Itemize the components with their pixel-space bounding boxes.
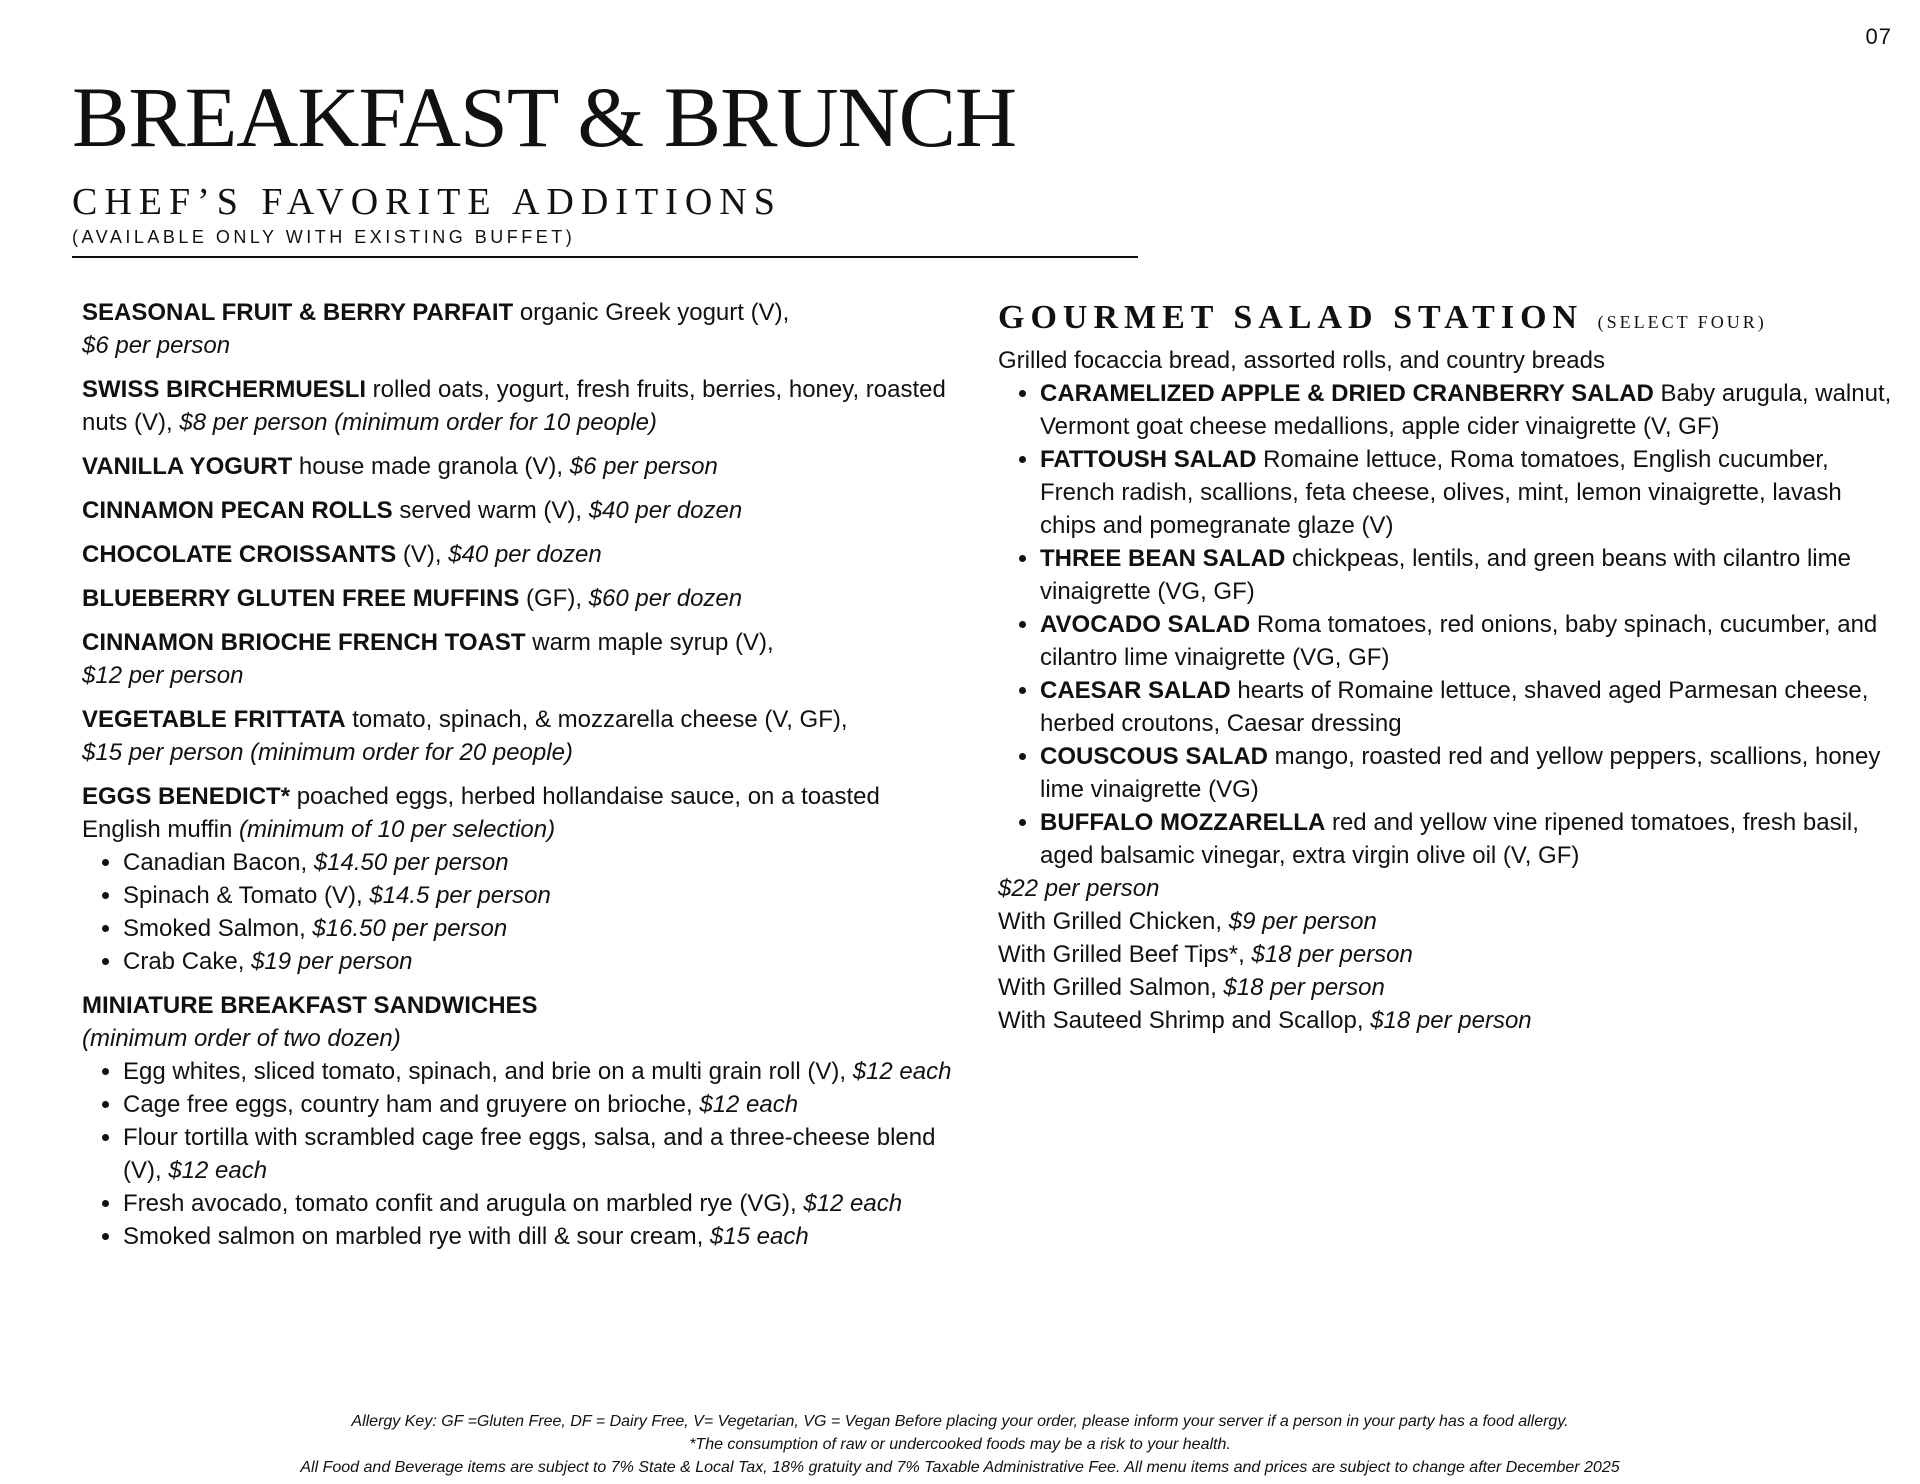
salad-option bbox=[1040, 674, 1898, 740]
item-name: VANILLA YOGURT bbox=[82, 453, 293, 480]
salad-description: mango, roasted red and yellow peppers, scallions, honey lime vinaigrette (VG) bbox=[1040, 743, 1881, 803]
item-name: VEGETABLE FRITTATA bbox=[82, 706, 346, 733]
item-description: tomato, spinach, & mozzarella cheese (V, GF), bbox=[345, 706, 848, 733]
salad-addon: With Sauteed Shrimp and Scallop, $18 per person bbox=[998, 1007, 1532, 1034]
menu-item bbox=[82, 538, 952, 571]
sandwich-options bbox=[82, 1055, 952, 1253]
item-price: $8 per person (minimum order for 10 people) bbox=[179, 409, 657, 436]
item-name: MINIATURE BREAKFAST SANDWICHES bbox=[82, 992, 538, 1019]
salad-option bbox=[1040, 542, 1898, 608]
salad-option bbox=[1040, 608, 1898, 674]
salad-station-column bbox=[998, 296, 1898, 1037]
list-item: • Fresh avocado, tomato confit and arugula on marbled rye (VG), $12 each bbox=[123, 1187, 952, 1220]
list-item: • Cage free eggs, country ham and gruyere on brioche, $12 each bbox=[123, 1088, 952, 1121]
salad-name: BUFFALO MOZZARELLA bbox=[1040, 809, 1326, 836]
raw-food-warning: *The consumption of raw or undercooked foods may be a risk to your health. bbox=[689, 1436, 1231, 1453]
item-price: $40 per dozen bbox=[448, 541, 602, 568]
item-description: rolled oats, yogurt, fresh fruits, berries, honey, roasted nuts (V), bbox=[82, 376, 946, 436]
item-description: (GF), bbox=[519, 585, 589, 612]
tax-notice: All Food and Beverage items are subject to 7% State & Local Tax, 18% gratuity and 7% Taxable Administrative Fee. All menu items and prices are subject to change after December 2025 bbox=[300, 1459, 1620, 1476]
item-price: $15 per person (minimum order for 20 people) bbox=[82, 739, 573, 766]
salad-description: Romaine lettuce, Roma tomatoes, English cucumber, French radish, scallions, feta cheese, olives, mint, lemon vinaigrette, lavash chips and pomegranate glaze (V) bbox=[1040, 446, 1842, 539]
item-name: CHOCOLATE CROISSANTS bbox=[82, 541, 397, 568]
item-name: BLUEBERRY GLUTEN FREE MUFFINS bbox=[82, 585, 520, 612]
page-title: BREAKFAST & BRUNCH bbox=[72, 69, 1017, 165]
menu-item bbox=[82, 296, 952, 362]
menu-item-breakfast-sandwiches bbox=[82, 989, 952, 1055]
list-item: • Crab Cake, $19 per person bbox=[123, 945, 952, 978]
salad-option bbox=[1040, 377, 1898, 443]
list-item: • Smoked Salmon, $16.50 per person bbox=[123, 912, 952, 945]
item-description: organic Greek yogurt (V), bbox=[513, 299, 790, 326]
salad-addon: With Grilled Beef Tips*, $18 per person bbox=[998, 941, 1413, 968]
allergy-key: Allergy Key: GF =Gluten Free, DF = Dairy Free, V= Vegetarian, VG = Vegan Before placing your order, please inform your server if a person in your party has a food allergy. bbox=[351, 1413, 1569, 1430]
menu-item bbox=[82, 582, 952, 615]
item-description: house made granola (V), bbox=[292, 453, 570, 480]
item-name: SEASONAL FRUIT & BERRY PARFAIT bbox=[82, 299, 514, 326]
item-name: CINNAMON BRIOCHE FRENCH TOAST bbox=[82, 629, 526, 656]
item-price: $60 per dozen bbox=[588, 585, 743, 612]
salad-select-note: (SELECT FOUR) bbox=[1597, 312, 1767, 332]
salad-name: AVOCADO SALAD bbox=[1040, 611, 1251, 638]
section-subtitle: CHEF’S FAVORITE ADDITIONS bbox=[72, 181, 782, 223]
salad-option bbox=[1040, 443, 1898, 542]
salad-name: CARAMELIZED APPLE & DRIED CRANBERRY SALAD bbox=[1040, 380, 1654, 407]
salad-description: Baby arugula, walnut, Vermont goat cheese medallions, apple cider vinaigrette (V, GF) bbox=[1040, 380, 1892, 440]
item-description: served warm (V), bbox=[392, 497, 589, 524]
divider-rule bbox=[72, 256, 1138, 258]
additions-list bbox=[82, 296, 952, 769]
salad-option bbox=[1040, 740, 1898, 806]
item-price: $40 per dozen bbox=[588, 497, 743, 524]
item-price: $6 per person bbox=[569, 453, 718, 480]
list-item: • Flour tortilla with scrambled cage free eggs, salsa, and a three-cheese blend (V), $12 each bbox=[123, 1121, 952, 1187]
item-name: SWISS BIRCHERMUESLI bbox=[82, 376, 367, 403]
item-note: (minimum order of two dozen) bbox=[82, 1025, 401, 1052]
benedict-options bbox=[82, 846, 952, 978]
item-note: (minimum of 10 per selection) bbox=[238, 816, 556, 843]
bread-note: Grilled focaccia bread, assorted rolls, and country breads bbox=[998, 347, 1605, 374]
salad-name: THREE BEAN SALAD bbox=[1040, 545, 1286, 572]
item-price: $6 per person bbox=[82, 332, 231, 359]
menu-item bbox=[82, 450, 952, 483]
additions-column bbox=[82, 296, 952, 1264]
item-name: EGGS BENEDICT* bbox=[82, 783, 291, 810]
menu-item bbox=[82, 703, 952, 769]
item-price: $12 per person bbox=[82, 662, 244, 689]
list-item: • Canadian Bacon, $14.50 per person bbox=[123, 846, 952, 879]
menu-item bbox=[82, 373, 952, 439]
salad-description: chickpeas, lentils, and green beans with cilantro lime vinaigrette (VG, GF) bbox=[1040, 545, 1851, 605]
salad-description: Roma tomatoes, red onions, baby spinach, cucumber, and cilantro lime vinaigrette (VG, GF) bbox=[1040, 611, 1878, 671]
salad-list bbox=[998, 377, 1898, 872]
list-item: • Smoked salmon on marbled rye with dill & sour cream, $15 each bbox=[123, 1220, 952, 1253]
availability-note: (AVAILABLE ONLY WITH EXISTING BUFFET) bbox=[72, 227, 576, 247]
item-description: poached eggs, herbed hollandaise sauce, on a toasted English muffin bbox=[82, 783, 880, 843]
addon-list bbox=[998, 905, 1898, 1037]
salad-name: FATTOUSH SALAD bbox=[1040, 446, 1257, 473]
salad-addon: With Grilled Salmon, $18 per person bbox=[998, 974, 1385, 1001]
salad-name: CAESAR SALAD bbox=[1040, 677, 1231, 704]
menu-item-eggs-benedict bbox=[82, 780, 952, 846]
salad-name: COUSCOUS SALAD bbox=[1040, 743, 1269, 770]
salad-description: hearts of Romaine lettuce, shaved aged Parmesan cheese, herbed croutons, Caesar dressing bbox=[1040, 677, 1869, 737]
salad-option bbox=[1040, 806, 1898, 872]
salad-station-price: $22 per person bbox=[998, 875, 1160, 902]
menu-item bbox=[82, 494, 952, 527]
list-item: • Egg whites, sliced tomato, spinach, and brie on a multi grain roll (V), $12 each bbox=[123, 1055, 952, 1088]
item-description: warm maple syrup (V), bbox=[525, 629, 774, 656]
list-item: • Spinach & Tomato (V), $14.5 per person bbox=[123, 879, 952, 912]
item-name: CINNAMON PECAN ROLLS bbox=[82, 497, 393, 524]
item-description: (V), bbox=[396, 541, 449, 568]
page-number: 07 bbox=[1865, 24, 1892, 49]
menu-item bbox=[82, 626, 952, 692]
salad-station-title: GOURMET SALAD STATION (SELECT FOUR) bbox=[998, 299, 1767, 336]
footer bbox=[0, 1410, 1920, 1479]
salad-description: red and yellow vine ripened tomatoes, fresh basil, aged balsamic vinegar, extra virgin olive oil (V, GF) bbox=[1040, 809, 1859, 869]
salad-addon: With Grilled Chicken, $9 per person bbox=[998, 908, 1377, 935]
